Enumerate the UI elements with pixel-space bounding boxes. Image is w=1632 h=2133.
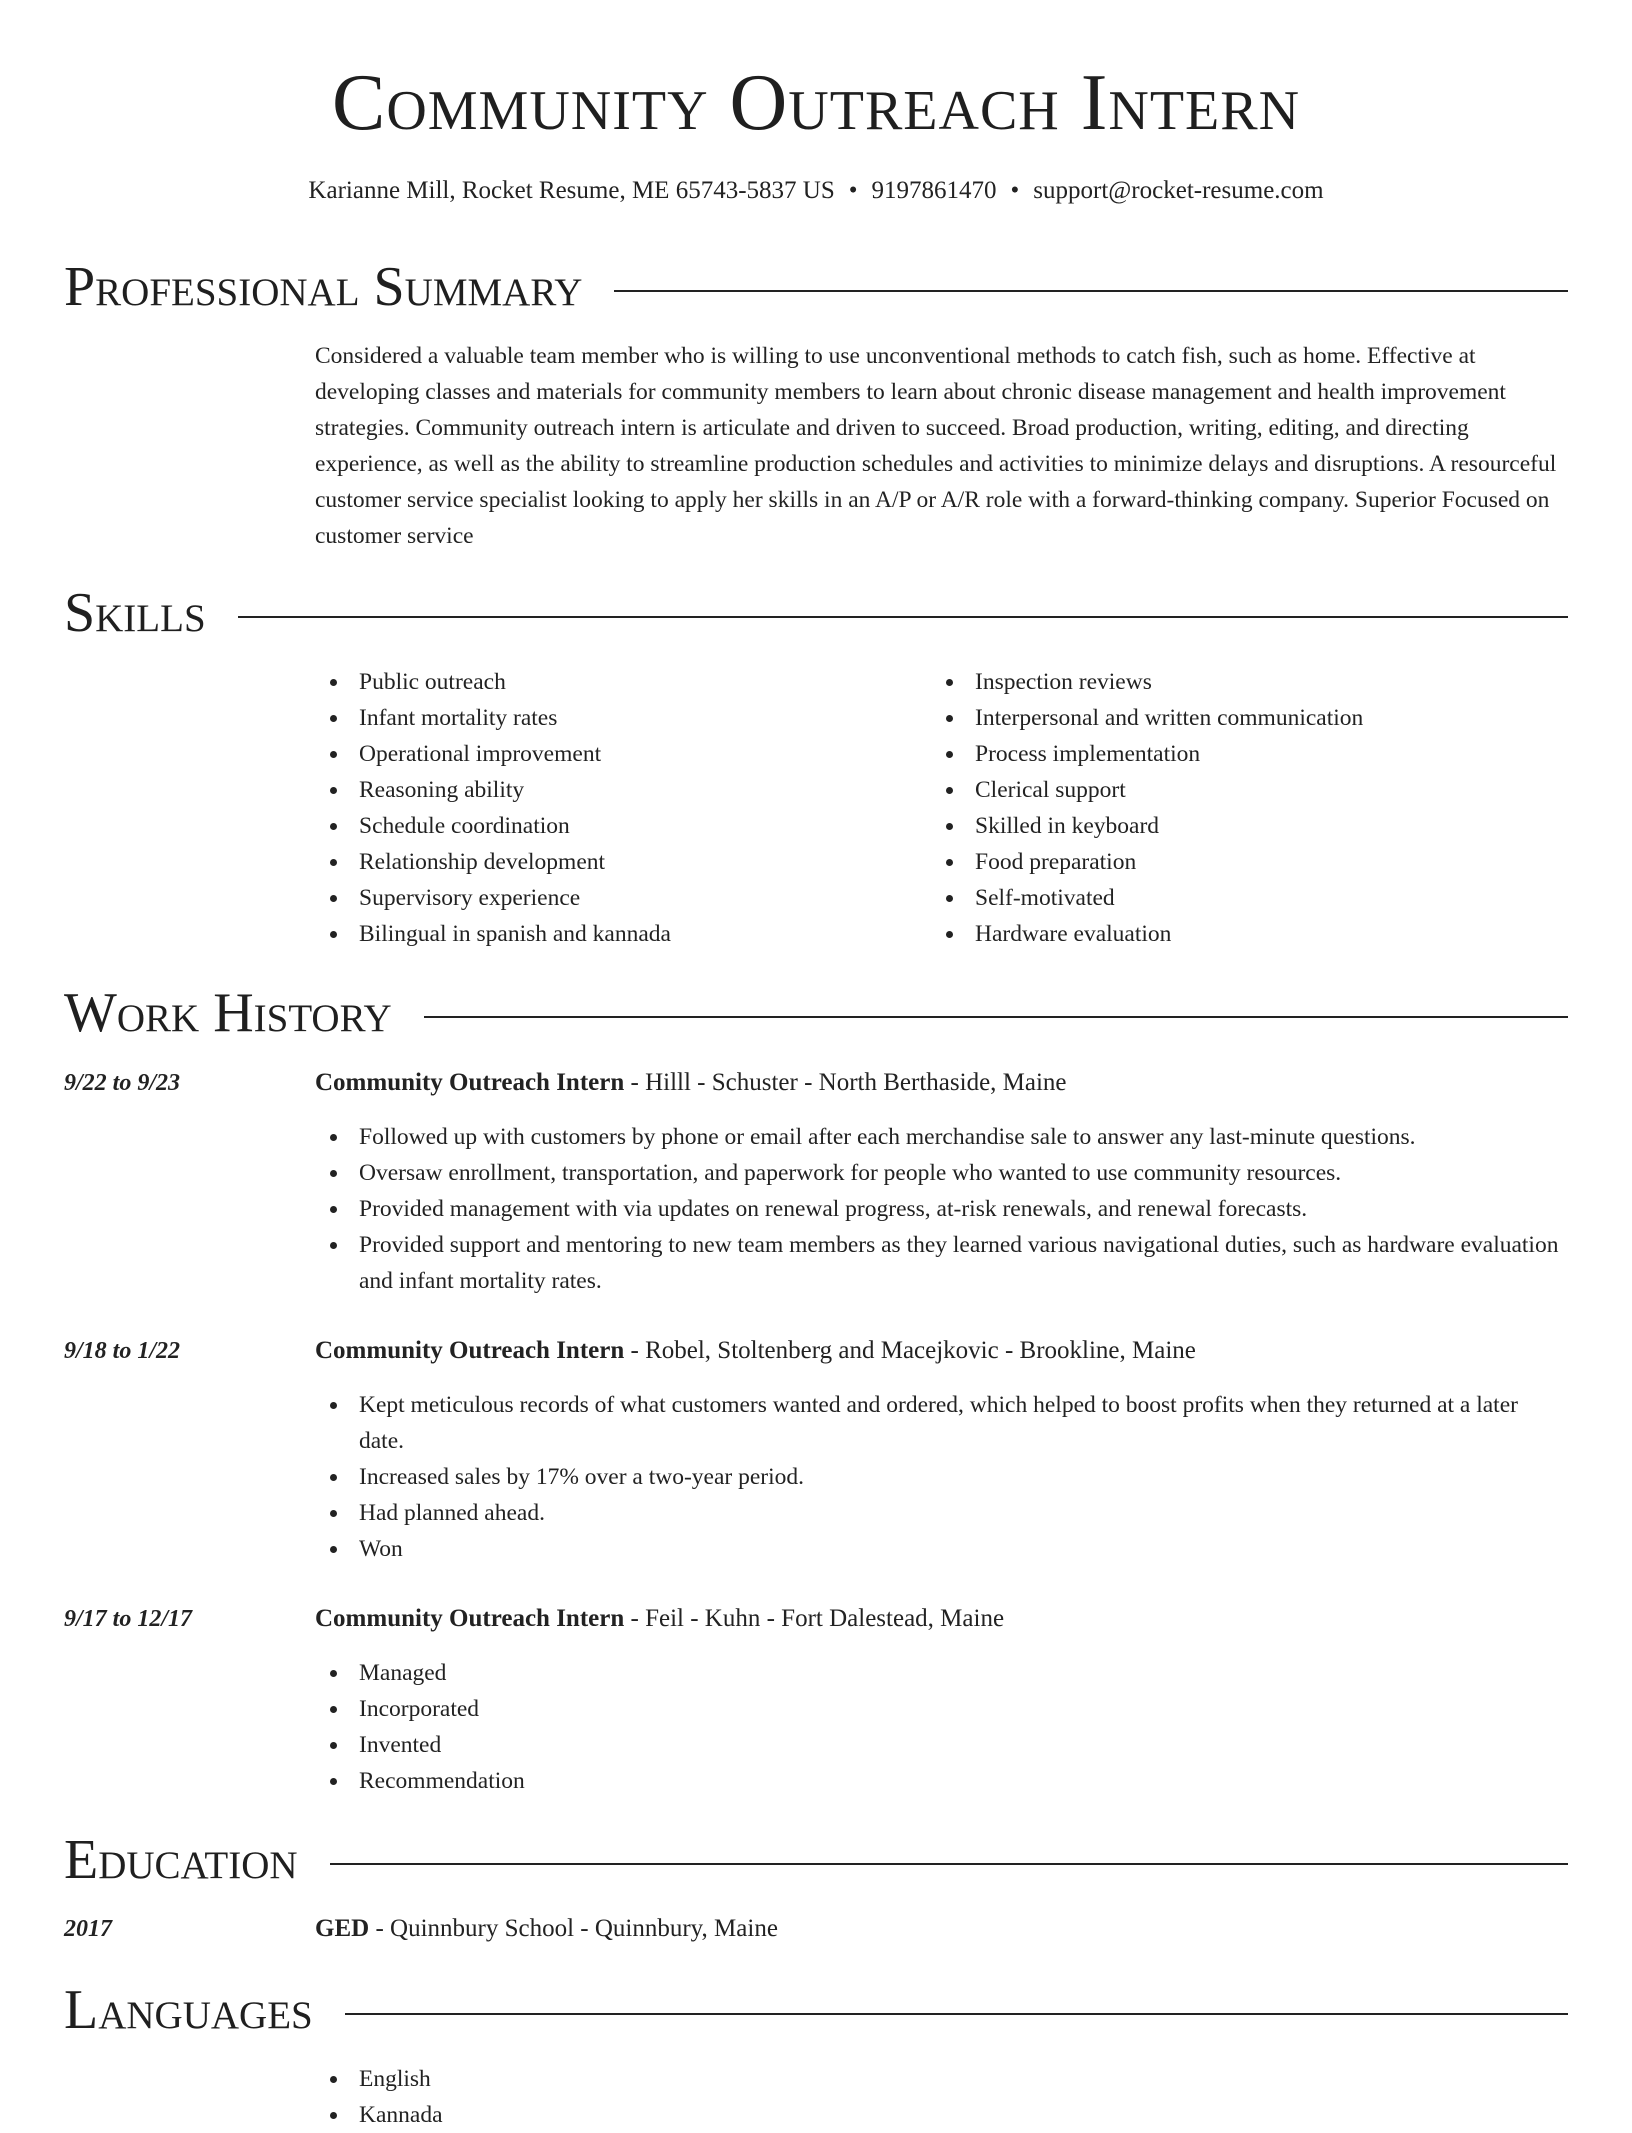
job-bullet: Followed up with customers by phone or email after each merchandise sale to answer any last-minute questions. xyxy=(315,1119,1568,1155)
skill-item: Bilingual in spanish and kannada xyxy=(315,916,915,952)
job-bullets xyxy=(315,1119,1568,1299)
language-item: Kannada xyxy=(315,2097,1568,2133)
job-bullet: Increased sales by 17% over a two-year period. xyxy=(315,1459,1568,1495)
skill-item: Food preparation xyxy=(931,844,1531,880)
job-employer: - Robel, Stoltenberg and Macejkovic - Brookline, Maine xyxy=(624,1337,1196,1364)
job-employer: - Feil - Kuhn - Fort Dalestead, Maine xyxy=(624,1605,1005,1632)
skill-item: Supervisory experience xyxy=(315,880,915,916)
job-bullets xyxy=(315,1387,1568,1567)
education-degree: GED xyxy=(315,1915,370,1942)
job-title-line xyxy=(315,1333,1568,1369)
contact-line xyxy=(0,173,1632,209)
summary-section-header xyxy=(64,252,1568,322)
job-title-line xyxy=(315,1601,1568,1637)
job-bullets xyxy=(315,1655,1568,1799)
skill-item: Clerical support xyxy=(931,772,1531,808)
section-rule xyxy=(238,616,1568,618)
section-rule xyxy=(614,290,1568,292)
job-dates: 9/17 to 12/17 xyxy=(64,1606,193,1632)
skill-item: Process implementation xyxy=(931,736,1531,772)
skill-item: Reasoning ability xyxy=(315,772,915,808)
education-section-header xyxy=(64,1825,1568,1895)
languages-section-header xyxy=(64,1975,1568,2045)
contact-separator: • xyxy=(848,177,858,204)
job-bullet: Invented xyxy=(315,1727,1568,1763)
skills-heading: Skills xyxy=(64,582,206,644)
education-line xyxy=(315,1911,1568,1947)
skill-item: Skilled in keyboard xyxy=(931,808,1531,844)
languages-list xyxy=(315,2061,1568,2133)
contact-address: Karianne Mill, Rocket Resume, ME 65743-5837 US xyxy=(308,177,835,204)
skill-item: Infant mortality rates xyxy=(315,700,915,736)
skills-section-header xyxy=(64,578,1568,648)
job-title-line xyxy=(315,1065,1568,1101)
work-section-header xyxy=(64,978,1568,1048)
job-title: Community Outreach Intern xyxy=(315,1605,625,1632)
language-item: English xyxy=(315,2061,1568,2097)
job-bullet: Recommendation xyxy=(315,1763,1568,1799)
section-rule xyxy=(345,2013,1568,2015)
education-heading: Education xyxy=(64,1829,298,1891)
education-year: 2017 xyxy=(64,1916,112,1942)
skill-item: Relationship development xyxy=(315,844,915,880)
job-title: Community Outreach Intern xyxy=(315,1337,625,1364)
education-school: - Quinnbury School - Quinnbury, Maine xyxy=(369,1915,778,1942)
contact-separator: • xyxy=(1010,177,1020,204)
skills-list-right xyxy=(931,664,1531,952)
summary-text: Considered a valuable team member who is willing to use unconventional methods to catch fish, such as home. Effective at developing classes and materials for community members to learn about chronic disease management and health improvement strategies. Community outreach intern is articulate and driven to succeed. Broad production, writing, editing, and directing experience, as well as the ability to streamline production schedules and activities to minimize delays and disruptions. A resourceful customer service specialist looking to apply her skills in an A/P or A/R role with a forward-thinking company. Superior Focused on customer service xyxy=(315,343,1557,549)
section-rule xyxy=(424,1016,1568,1018)
skill-item: Operational improvement xyxy=(315,736,915,772)
contact-phone: 9197861470 xyxy=(871,177,997,204)
skill-item: Hardware evaluation xyxy=(931,916,1531,952)
summary-heading: Professional Summary xyxy=(64,256,583,318)
job-employer: - Hilll - Schuster - North Berthaside, Maine xyxy=(624,1069,1067,1096)
skill-item: Self-motivated xyxy=(931,880,1531,916)
job-bullet: Won xyxy=(315,1531,1568,1567)
job-bullet: Oversaw enrollment, transportation, and paperwork for people who wanted to use community resources. xyxy=(315,1155,1568,1191)
skill-item: Public outreach xyxy=(315,664,915,700)
skill-item: Interpersonal and written communication xyxy=(931,700,1531,736)
contact-email[interactable]: support@rocket-resume.com xyxy=(1033,177,1324,204)
skill-item: Inspection reviews xyxy=(931,664,1531,700)
skill-item: Schedule coordination xyxy=(315,808,915,844)
job-dates: 9/22 to 9/23 xyxy=(64,1070,181,1096)
job-title: Community Outreach Intern xyxy=(315,1069,625,1096)
resume-name: Community Outreach Intern xyxy=(331,59,1301,147)
skills-list-left xyxy=(315,664,915,952)
job-bullet: Managed xyxy=(315,1655,1568,1691)
section-rule xyxy=(330,1863,1568,1865)
job-bullet: Kept meticulous records of what customers wanted and ordered, which helped to boost profits when they returned at a later date. xyxy=(315,1387,1568,1459)
job-bullet: Incorporated xyxy=(315,1691,1568,1727)
job-bullet: Provided support and mentoring to new team members as they learned various navigational duties, such as hardware evaluation and infant mortality rates. xyxy=(315,1227,1568,1299)
job-bullet: Had planned ahead. xyxy=(315,1495,1568,1531)
job-bullet: Provided management with via updates on renewal progress, at-risk renewals, and renewal forecasts. xyxy=(315,1191,1568,1227)
work-heading: Work History xyxy=(64,982,392,1044)
languages-heading: Languages xyxy=(64,1979,313,2041)
job-dates: 9/18 to 1/22 xyxy=(64,1338,181,1364)
